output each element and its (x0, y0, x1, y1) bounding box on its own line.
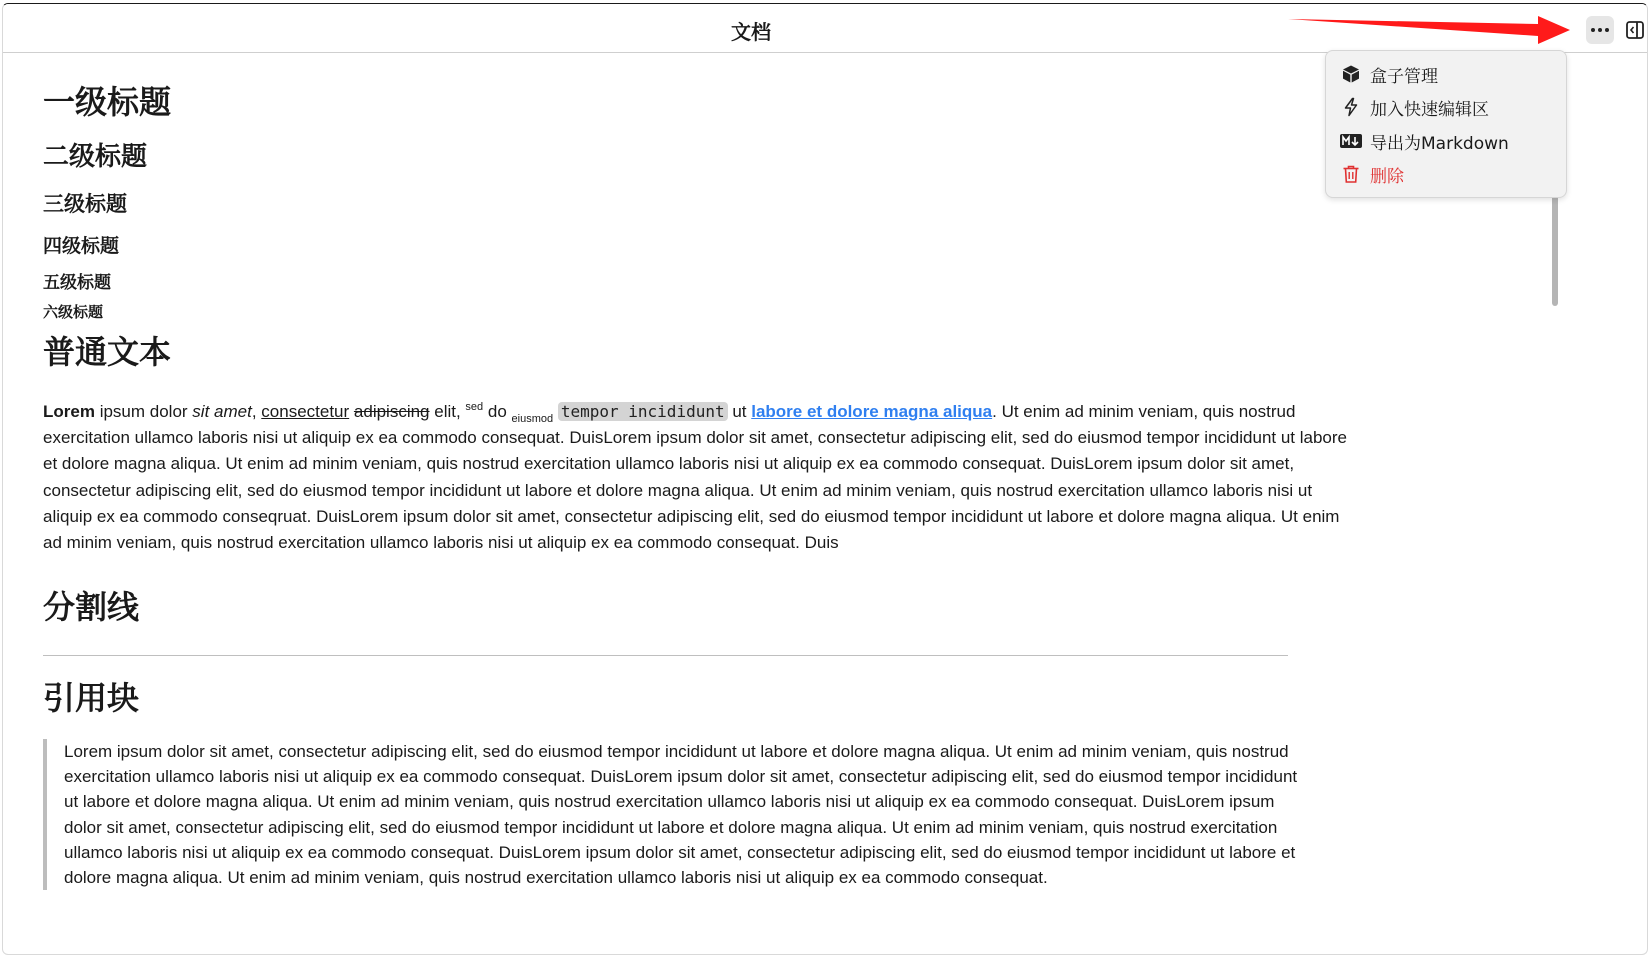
section-heading-quote: 引用块 (43, 679, 140, 717)
italic-text: sit amet (192, 402, 252, 421)
menu-item-label: 盒子管理 (1370, 66, 1438, 87)
heading-4: 四级标题 (43, 235, 120, 257)
strikethrough-text: adipiscing (353, 402, 430, 421)
lightning-icon (1340, 96, 1362, 118)
box-icon (1340, 63, 1362, 85)
menu-item-export-markdown[interactable] (1326, 126, 1566, 156)
bold-text: Lorem (43, 402, 95, 421)
horizontal-rule (43, 655, 1288, 656)
heading-3: 三级标题 (43, 192, 127, 216)
window-title: 文档 (731, 20, 771, 44)
red-arrow-annotation (1288, 15, 1578, 45)
heading-1: 一级标题 (43, 83, 172, 121)
blockquote: Lorem ipsum dolor sit amet, consectetur adipiscing elit, sed do eiusmod tempor incididunt ut labore et dolore magna aliqua. Ut enim ad minim veniam, quis nostrud exercitation ullamco laboris nisi ut aliquip ex ea commodo consequat. DuisLorem ipsum dolor sit amet, consectetur adipiscing elit, sed do eiusmod tempor incididunt ut labore et dolore magna aliqua. Ut enim ad minim veniam, quis nostrud exercitation ullamco laboris nisi ut aliquip ex ea commodo consequat. DuisLorem ipsum dolor sit amet, consectetur adipiscing elit, sed do eiusmod tempor incididunt ut labore et dolore magna aliqua. Ut enim ad minim veniam, quis nostrud exercitation ullamco laboris nisi ut aliquip ex ea commodo consequat. DuisLorem ipsum dolor sit amet, consectetur adipiscing elit, sed do eiusmod tempor incididunt ut labore et dolore magna aliqua. Ut enim ad minim veniam, quis nostrud exercitation ullamco laboris nisi ut aliquip ex ea commodo consequat. (43, 739, 1308, 890)
section-heading-plain-text: 普通文本 (43, 333, 172, 371)
inline-code: tempor incididunt (558, 402, 728, 421)
more-options-menu (1325, 50, 1567, 198)
title-bar (3, 4, 1647, 53)
subscript-text: eiusmod (511, 413, 554, 425)
markdown-icon (1340, 130, 1362, 152)
more-options-button[interactable] (1586, 16, 1614, 44)
menu-item-label: 导出为Markdown (1370, 133, 1509, 154)
underlined-text: consectetur (261, 402, 350, 421)
heading-6: 六级标题 (43, 303, 104, 321)
vertical-scrollbar[interactable] (1552, 194, 1558, 306)
menu-item-box-management[interactable] (1326, 59, 1566, 89)
heading-2: 二级标题 (43, 142, 148, 172)
document-window (2, 3, 1648, 955)
superscript-text: sed (465, 401, 484, 413)
ellipsis-icon (1591, 28, 1595, 32)
heading-5: 五级标题 (43, 273, 111, 293)
menu-item-delete[interactable] (1326, 159, 1566, 189)
menu-item-label: 加入快速编辑区 (1370, 99, 1489, 120)
sidebar-toggle-icon[interactable] (1625, 20, 1645, 40)
paragraph-text: Lorem ipsum dolor sit amet, consectetur adipiscing elit, $^{sed}$ do $_{eiusmod}$ tempor incididunt ut labore et dolore magna aliqua. Ut enim ad minim veniam, quis nostrud exercitation ullamco laboris nisi ut aliquip ex ea commodo consequat. DuisLorem ipsum dolor sit amet, consectetur adipiscing elit, sed do eiusmod tempor incididunt ut labore et dolore magna aliqua. Ut enim ad minim veniam, quis nostrud exercitation ullamco laboris nisi ut aliquip ex ea commodo consequat. DuisLorem ipsum dolor sit amet, consectetur adipiscing elit, sed do eiusmod tempor incididunt ut labore et dolore magna aliqua. Ut enim ad minim veniam, quis nostrud exercitation ullamco laboris nisi ut aliquip ex ea commodo conseqruat. DuisLorem ipsum dolor sit amet, consectetur adipiscing elit, sed do eiusmod tempor incididunt ut labore et dolore magna aliqua. Ut enim ad minim veniam, quis nostrud exercitation ullamco laboris nisi ut aliquip ex ea commodo consequat. Duis (43, 401, 1348, 553)
menu-item-add-quick-edit[interactable] (1326, 92, 1566, 122)
menu-item-label: 删除 (1370, 166, 1404, 187)
section-heading-divider: 分割线 (43, 588, 140, 626)
hyperlink[interactable]: labore et dolore magna aliqua (751, 402, 993, 421)
trash-icon (1340, 163, 1362, 185)
